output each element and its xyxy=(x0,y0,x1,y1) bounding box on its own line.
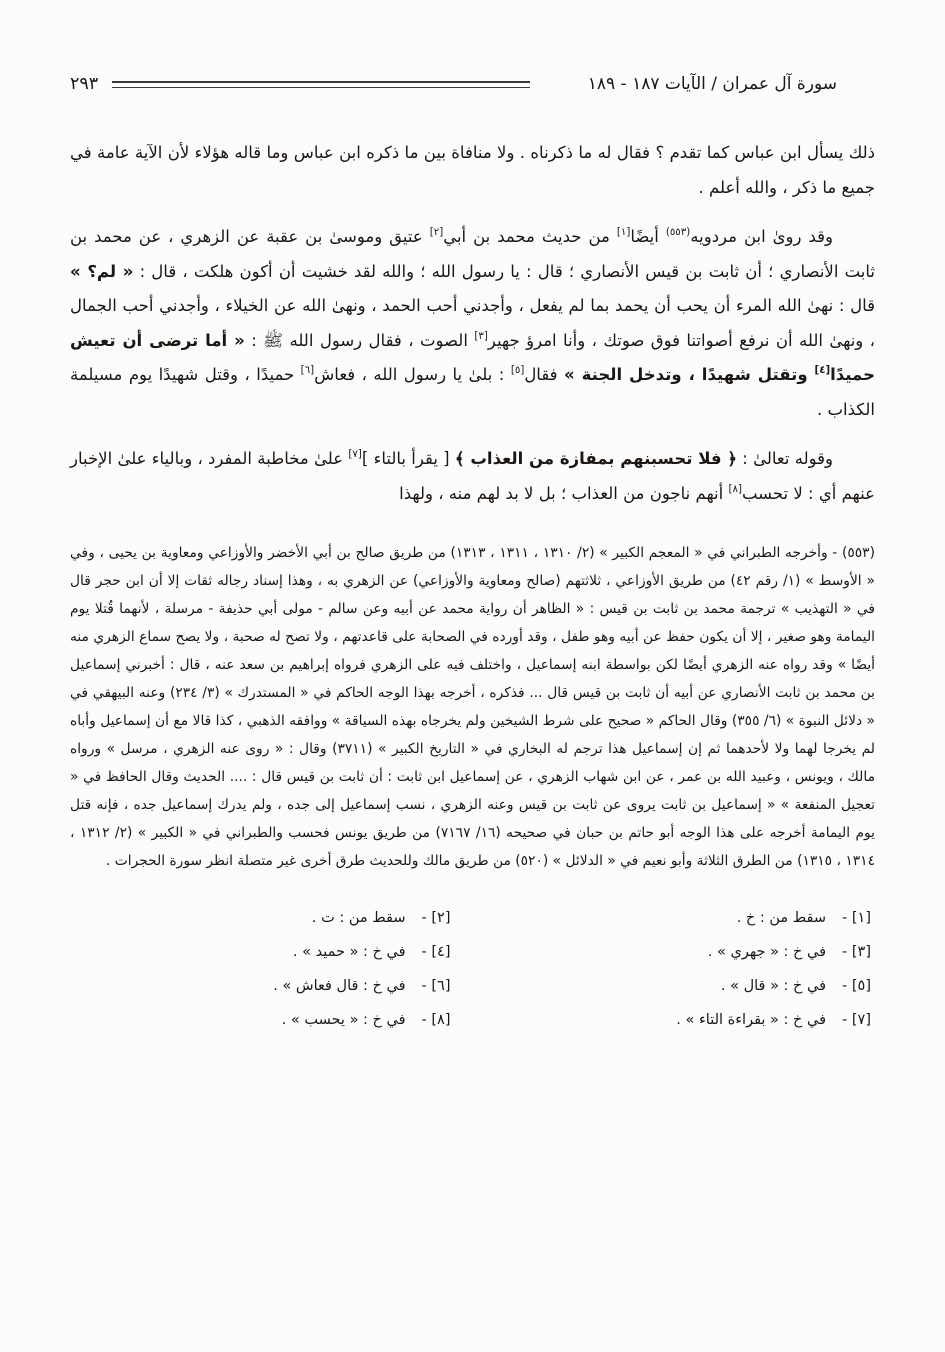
text-segment: « لم؟ » xyxy=(70,261,134,281)
text-segment: وتقتل شهيدًا ، وتدخل الجنة » xyxy=(564,365,815,384)
text-segment: وقد روىٰ ابن مردويه xyxy=(690,227,833,246)
paragraph-hadith xyxy=(70,220,875,427)
text-segment: [ يقرأ بالتاء ] xyxy=(361,449,455,468)
footnote-ref-marker: [٧] xyxy=(348,449,362,460)
variant-note-text: في خ : « جهري » . xyxy=(707,944,827,960)
text-segment: : بلىٰ يا رسول الله ، فعاش xyxy=(314,365,511,384)
text-segment: أنهم ناجون من العذاب ؛ بل لا بد لهم منه ، ولهذا xyxy=(399,483,729,503)
footnote-ref-marker: [٦] xyxy=(300,365,315,376)
text-segment: وقوله تعالىٰ : xyxy=(736,449,833,468)
variant-note xyxy=(491,907,876,929)
header-double-rule xyxy=(112,81,530,88)
footnote-ref-marker: [٤] xyxy=(814,365,831,376)
variant-note-text: في خ : « قال » . xyxy=(720,978,827,994)
variant-note-text: سقط من : ت . xyxy=(311,910,406,926)
text-segment: أيضًا xyxy=(630,227,666,246)
chapter-title: سورة آل عمران / الآيات ١٨٧ - ١٨٩ xyxy=(587,74,837,94)
text-segment: ﴿ فلا تحسبنهم بمفازة من العذاب ﴾ xyxy=(454,449,737,468)
text-segment: عتيق وموسىٰ بن عقبة عن الزهري ، عن محمد بن ثابت الأنصاري ؛ أن ثابت بن قيس الأنصاري ؛ قال : يا رسول الله ؛ والله لقد خشيت أن أكون هلكت ، قال : xyxy=(70,227,876,281)
text-segment: ذلك يسأل ابن عباس كما تقدم ؟ فقال له ما ذكرناه . ولا منافاة بين ما ذكره ابن عباس وما قاله هؤلاء لأن الآية عامة في جميع ما ذكر ، والله أعلم . xyxy=(70,143,875,197)
variant-note xyxy=(70,975,455,997)
variant-note-number: [٣] - xyxy=(842,944,871,960)
variant-note-text: في خ : « يحسب » . xyxy=(281,1012,406,1028)
paragraph-verse-commentary xyxy=(70,442,875,511)
footnote-553: (٥٥٣) - وأخرجه الطبراني في « المعجم الكبير » (٢/ ١٣١٠ ، ١٣١١ ، ١٣١٣) من طريق صالح بن أبي الأخضر والأوزاعي ومعاوية بن يحيى ، وفي « الأوسط » (١/ رقم ٤٢) من طريق الأوزاعي ، ثلاثتهم (صالح ومعاوية والأوزاعي) عن الزهري به ، وهذا إسناد رجاله ثقات إلا أن ابن حجر قال في « التهذيب » ترجمة محمد بن ثابت بن قيس : « الظاهر أن رواية محمد عن أبيه وعن سالم - مولى أبي حذيفة - مرسلة ، لأنهما قُتلا يوم اليمامة وهو صغير ، إلا أن يكون حفظ عن أبيه وهو طفل ، وقد أورده في الصحابة على قاعدتهم ، ولا تصح له صحبة ، ولا يصح سماع الزهري منه أيضًا » وقد رواه عنه الزهري أيضًا لكن بواسطة ابنه إسماعيل ، واختلف فيه على الزهري فرواه إبراهيم بن سعد عنه ، قال : أخبرني إسماعيل بن محمد بن ثابت الأنصاري عن أبيه أن ثابت بن قيس قال ... فذكره ، أخرجه بهذا الوجه الحاكم في « المستدرك » (٣/ ٢٣٤) وعنه البيهقي في « دلائل النبوة » (٦/ ٣٥٥) وقال الحاكم « صحيح على شرط الشيخين ولم يخرجاه بهذه السياقة » ووافقه الذهبي ، كذا قالا مع أن إسماعيل وأباه لم يخرجا لهما ولا لأحدهما ثم إن إسماعيل هذا ترجم له البخاري في « التاريخ الكبير » (٣٧١١) وقال : « روى عنه الزهري ، مرسل » ورواه مالك ، ويونس ، وعبيد الله بن عمر ، عن ابن شهاب الزهري ، عن إسماعيل ابن ثابت : أن ثابت بن قيس قال : .... الحديث وقال الحافظ في « تعجيل المنفعة » « إسماعيل بن ثابت يروى عن ثابت بن قيس وعنه الزهري ، نسب إسماعيل إلى جده ، ولم يدرك إسماعيل جده ، فإنه قتل يوم اليمامة أخرجه على هذا الوجه أبو حاتم بن حبان في صحيحه (١٦/ ٧١٦٧) من طريق يونس فحسب والطبراني في « الكبير » (٢/ ١٣١٢ ، ١٣١٤ ، ١٣١٥) من الطرق الثلاثة وأبو نعيم في « الدلائل » (٥٢٠) من طريق مالك وللحديث طرق أخرى غير متصلة انظر سورة الحجرات . xyxy=(70,545,875,869)
variant-note xyxy=(491,941,876,963)
text-segment: الصوت ، فقال رسول الله ﷺ : xyxy=(244,330,475,350)
text-segment: من حديث محمد بن أبي xyxy=(443,227,617,246)
footnote-ref-marker: [١] xyxy=(616,227,631,238)
footnote-ref-marker: [٣] xyxy=(474,330,488,342)
footnote-ref-marker: [٨] xyxy=(728,483,742,495)
variant-note-number: [١] - xyxy=(842,910,871,926)
variant-note-number: [٢] - xyxy=(421,910,451,926)
footnotes-section xyxy=(70,539,875,875)
variant-note-number: [٨] - xyxy=(421,1012,451,1028)
main-text xyxy=(70,136,875,511)
variant-note-text: في خ : « بقراءة التاء » . xyxy=(676,1012,827,1028)
variant-note xyxy=(70,907,455,929)
variant-note-text: سقط من : خ . xyxy=(736,910,827,926)
text-segment: قال : نهىٰ الله المرء أن يحب أن يحمد بما لم يفعل ، وأجدني أحب الحمد ، ونهىٰ الله عن الخيلاء ، وأجدني أحب الجمال ، ونهىٰ الله أن نرفع أصواتنا فوق صوتك ، وأنا امرؤ جهير xyxy=(70,296,876,350)
variant-note xyxy=(70,941,455,963)
text-segment: حميدًا ، وقتل شهيدًا يوم مسيلمة الكذاب . xyxy=(70,365,875,419)
variant-note-text: في خ : قال فعاش » . xyxy=(273,978,406,994)
variant-note-number: [٧] - xyxy=(842,1012,871,1028)
paragraph-continuation xyxy=(70,136,875,205)
text-segment: علىٰ مخاطبة المفرد ، وبالياء علىٰ الإخبار عنهم أي : لا تحسب xyxy=(70,449,875,503)
variant-note-number: [٥] - xyxy=(842,978,871,994)
variant-note-text: في خ : « حميد » . xyxy=(292,944,406,960)
footnote-ref-marker: (٥٥٣) xyxy=(665,227,691,238)
variant-note-number: [٦] - xyxy=(421,978,451,994)
text-segment: فقال xyxy=(524,365,565,384)
footnote-ref-marker: [٥] xyxy=(510,365,525,376)
variant-notes-section xyxy=(70,907,875,1031)
page-number: ٢٩٣ xyxy=(70,74,99,94)
page-header xyxy=(70,74,875,94)
variant-note xyxy=(491,1009,876,1031)
variant-note xyxy=(491,975,876,997)
variant-note xyxy=(70,1009,455,1031)
variant-note-number: [٤] - xyxy=(421,944,451,960)
footnote-ref-marker: [٢] xyxy=(429,227,444,238)
text-segment: « أما ترضى أن تعيش حميدًا xyxy=(70,330,875,384)
